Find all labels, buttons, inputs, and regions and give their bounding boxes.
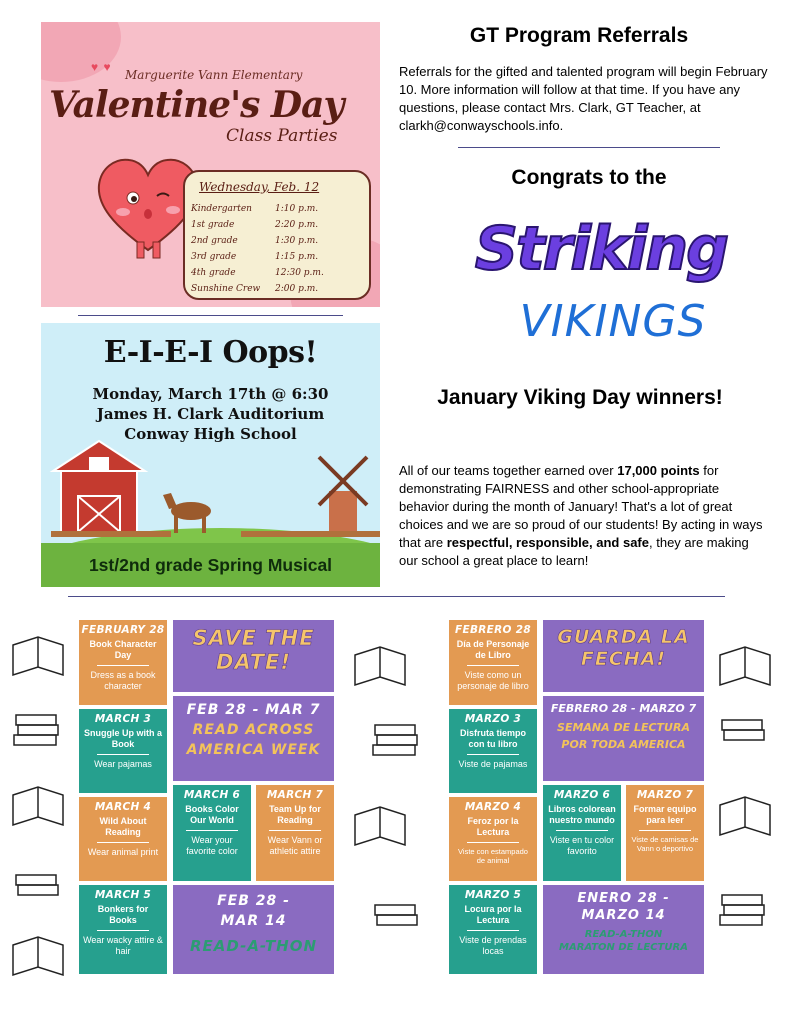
book-doodle-icon: [712, 625, 787, 1005]
calendar-tile: MARZO 3 Disfruta tiempo con tu libro Viste de pajamas: [449, 709, 537, 793]
logo-vikings: VIKINGS: [519, 296, 707, 347]
divider: [458, 147, 720, 148]
congrats-title: Congrats to the: [511, 166, 667, 189]
schedule-row: 2nd grade 1:30 p.m.: [191, 236, 319, 246]
read-across-america-banner: FEB 28 - MAR 7 READ ACROSS AMERICA WEEK: [173, 696, 334, 781]
valentine-title: Valentine's Day: [49, 84, 344, 126]
party-date: Wednesday, Feb. 12: [199, 180, 320, 194]
musical-date: Monday, March 17th @ 6:30: [92, 385, 329, 403]
congrats-body: All of our teams together earned over 17,000 points for demonstrating FAIRNESS and other school-appropriate behavior during the month of January! That's a lot of great choices and we are so proud of our students! By acting in ways that are respectful, responsible, and safe, they are making our school a great place to learn!: [399, 463, 763, 568]
gt-body: Referrals for the gifted and talented program will begin February 10. More information will follow at that time. If you have any questions, please contact Mrs. Clark, GT Teacher, at clarkh@conwayschools.info.: [399, 64, 768, 133]
read-across-america-calendars: [0, 603, 791, 1024]
book-doodle-icon: [345, 625, 445, 1005]
school-name: Marguerite Vann Elementary: [125, 68, 303, 82]
book-doodle-icon: [8, 625, 68, 1005]
read-a-thon-banner-es: ENERO 28 - MARZO 14 READ-A-THON MARATON DE LECTURA: [543, 885, 704, 974]
calendar-tile: MARCH 7 Team Up for Reading Wear Vann or athletic attire: [256, 785, 334, 881]
read-a-thon-banner: FEB 28 - MAR 14 READ-A-THON: [173, 885, 334, 974]
musical-title: E-I-E-I Oops!: [103, 335, 318, 370]
schedule-row: Sunshine Crew 2:00 p.m.: [191, 284, 319, 294]
schedule-row: 1st grade 2:20 p.m.: [191, 220, 319, 230]
musical-school: Conway High School: [124, 425, 297, 443]
musical-footer: 1st/2nd grade Spring Musical: [88, 555, 333, 575]
calendar-tile: MARCH 3 Snuggle Up with a Book Wear pajamas: [79, 709, 167, 793]
read-across-america-banner-es: FEBRERO 28 - MARZO 7 SEMANA DE LECTURA POR TODA AMERICA: [543, 696, 704, 781]
calendar-tile: FEBRUARY 28 Book Character Day Dress as a book character: [79, 620, 167, 705]
calendar-tile: MARZO 6 Libros colorean nuestro mundo Viste en tu color favorito: [543, 785, 621, 881]
valentine-subtitle: Class Parties: [226, 126, 338, 146]
calendar-tile: FEBRERO 28 Día de Personaje de Libro Viste como un personaje de libro: [449, 620, 537, 705]
striking-vikings-logo: [430, 210, 770, 360]
divider: [78, 315, 343, 316]
valentine-flyer: [41, 22, 380, 307]
calendar-tile: MARZO 4 Feroz por la Lectura Viste con estampado de animal: [449, 797, 537, 881]
winners-title: January Viking Day winners!: [437, 386, 723, 409]
divider: [68, 596, 725, 597]
calendar-tile: MARCH 5 Bonkers for Books Wear wacky attire & hair: [79, 885, 167, 974]
calendar-tile: MARZO 5 Locura por la Lectura Viste de prendas locas: [449, 885, 537, 974]
gt-title: GT Program Referrals: [469, 24, 689, 47]
calendar-tile: MARCH 6 Books Color Our World Wear your favorite color: [173, 785, 251, 881]
farm-scene-icon: [41, 433, 380, 553]
party-schedule: [183, 170, 371, 300]
save-the-date-banner: SAVE THE DATE!: [173, 620, 334, 692]
schedule-row: 4th grade 12:30 p.m.: [191, 268, 324, 278]
schedule-row: Kindergarten 1:10 p.m.: [191, 204, 319, 214]
logo-striking: Striking: [474, 214, 728, 284]
calendar-tile: MARZO 7 Formar equipo para leer Viste de camisas de Vann o deportivo: [626, 785, 704, 881]
schedule-row: 3rd grade 1:15 p.m.: [191, 252, 319, 262]
musical-venue: James H. Clark Auditorium: [96, 405, 325, 423]
musical-flyer: [41, 323, 380, 587]
calendar-tile: MARCH 4 Wild About Reading Wear animal print: [79, 797, 167, 881]
hearts-icon: ♥ ♥: [91, 60, 112, 74]
save-the-date-banner-es: GUARDA LA FECHA!: [543, 620, 704, 692]
